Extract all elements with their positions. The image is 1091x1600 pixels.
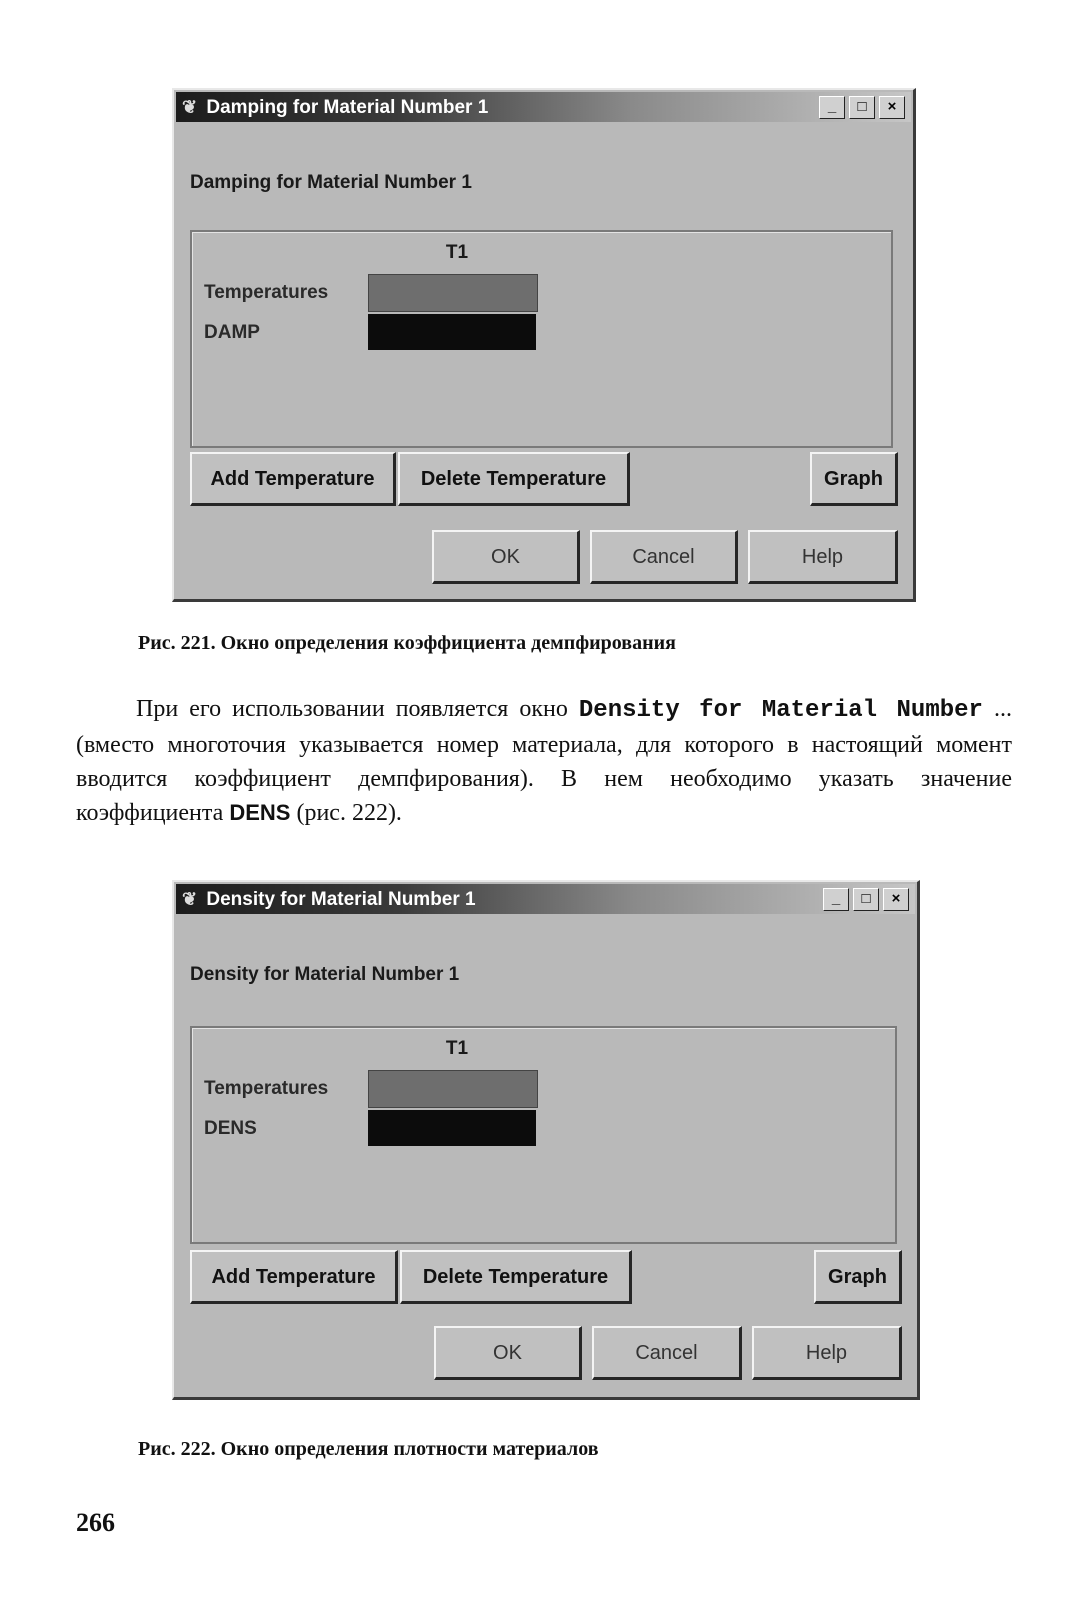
app-logo-icon: ❦ — [182, 97, 198, 117]
column-header-t1: T1 — [445, 242, 469, 263]
paragraph-code-dens: DENS — [229, 800, 291, 825]
close-button[interactable]: × — [883, 888, 909, 911]
dens-input-cell[interactable] — [368, 1110, 536, 1146]
row-label-temperatures: Temperatures — [204, 282, 329, 303]
paragraph-text-3: (рис. 222). — [290, 800, 402, 826]
ok-button[interactable]: OK — [432, 530, 580, 584]
app-logo-icon: ❦ — [182, 889, 198, 909]
graph-button[interactable]: Graph — [814, 1250, 902, 1304]
row-label-damp: DAMP — [204, 322, 260, 343]
body-paragraph — [76, 692, 1012, 830]
figure-222-caption: Рис. 222. Окно определения плотности материалов — [138, 1438, 599, 1460]
delete-temperature-button[interactable]: Delete Temperature — [398, 452, 630, 506]
page-number: 266 — [76, 1508, 115, 1537]
ok-button[interactable]: OK — [434, 1326, 582, 1380]
row-label-dens: DENS — [204, 1118, 257, 1139]
minimize-button[interactable]: _ — [823, 888, 849, 911]
column-header-t1: T1 — [445, 1038, 469, 1059]
window-controls — [819, 96, 905, 119]
paragraph-text-1: При его использовании появляется окно — [136, 696, 579, 722]
damping-dialog-title: Damping for Material Number 1 — [206, 97, 489, 118]
temperature-input-cell[interactable] — [368, 1070, 538, 1108]
damping-dialog-titlebar[interactable] — [176, 92, 911, 122]
density-dialog-window — [172, 880, 920, 1400]
help-button[interactable]: Help — [748, 530, 898, 584]
density-dialog-title: Density for Material Number 1 — [206, 889, 476, 910]
maximize-button[interactable]: □ — [853, 888, 879, 911]
density-heading: Density for Material Number 1 — [190, 964, 460, 985]
cancel-button[interactable]: Cancel — [592, 1326, 742, 1380]
paragraph-code-window-name: Density for Material Number — [578, 697, 983, 724]
add-temperature-button[interactable]: Add Temperature — [190, 1250, 398, 1304]
delete-temperature-button[interactable]: Delete Temperature — [400, 1250, 632, 1304]
damping-table-panel — [190, 230, 893, 448]
row-label-temperatures: Temperatures — [204, 1078, 329, 1099]
paragraph-text-2: ... (вместо многоточия указывается номер материала, для которого в настоящий момент вводится коэффициент демпфирования). В нем необходимо указать значение коэффициента — [76, 696, 1012, 826]
density-table-panel — [190, 1026, 897, 1244]
cancel-button[interactable]: Cancel — [590, 530, 738, 584]
temperature-input-cell[interactable] — [368, 274, 538, 312]
damp-input-cell[interactable] — [368, 314, 536, 350]
graph-button[interactable]: Graph — [810, 452, 898, 506]
figure-221-caption: Рис. 221. Окно определения коэффициента демпфирования — [138, 632, 676, 654]
close-button[interactable]: × — [879, 96, 905, 119]
minimize-button[interactable]: _ — [819, 96, 845, 119]
damping-heading: Damping for Material Number 1 — [190, 172, 472, 193]
window-controls — [823, 888, 909, 911]
maximize-button[interactable]: □ — [849, 96, 875, 119]
density-dialog-titlebar[interactable] — [176, 884, 915, 914]
add-temperature-button[interactable]: Add Temperature — [190, 452, 396, 506]
help-button[interactable]: Help — [752, 1326, 902, 1380]
damping-dialog-window — [172, 88, 916, 602]
